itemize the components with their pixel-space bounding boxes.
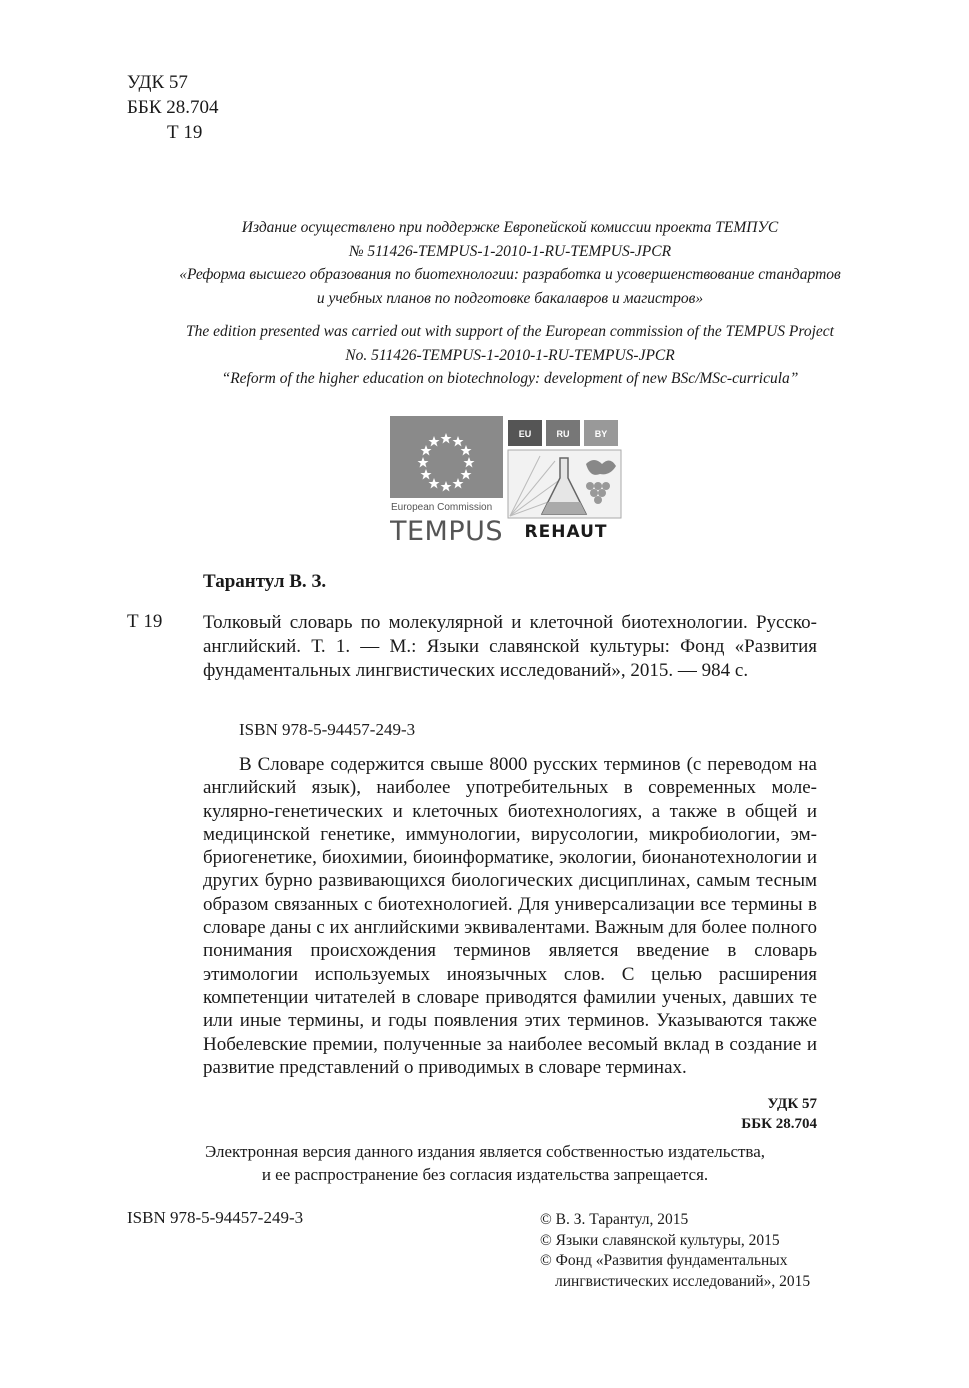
tempus-rehaut-logo [390,416,625,542]
flag-by-label: BY [594,429,608,439]
flask-liquid-icon [542,502,586,514]
support-en-line: No. 511426-TEMPUS-1-2010-1-RU-TEMPUS-JPCR [345,346,675,364]
annotation: В Словаре содержится свыше 8000 русских терминов (с переводом на английский язык), наиболее употребительных в современных молекулярно-генетических и клеточных биотехнологиях, а также в общей и медицинской генетике, иммунологии, вирусологии, микробиологии, эмбриогенетике, биохимии, биоинформатике, экологии, бионанотехнологии и других бурно развивающихся биологических дисциплинах, самым тесным образом связанных с биотехнологией. Для универсализации все термины в словаре даны с их английскими эквивалентами. Важным для более полного понимания происхождения терминов является введение в словарь этимологии используемых иноязычных слов. С целью расширения компетенции читателей в словаре приводятся фамилии ученых, давших те или иные термины, и годы появления этих терминов. Указываются также Нобелевские премии, полученные за наиболее весомый вклад в создание и развитие представлений о приводимых в словаре терминах. [203,754,817,1078]
electronic-version-notice [150,1140,820,1186]
classification-block [127,70,219,145]
support-note [150,216,870,391]
notice-line: Электронная версия данного издания является собственностью издательства, [204,1142,766,1161]
record-bbk: ББК 28.704 [741,1116,817,1132]
support-ru-line: и учебных планов по подготовке бакалавров и магистров» [316,289,704,307]
record-udk: УДК 57 [767,1096,817,1112]
copyright-line: © Фонд «Развития фундаментальных [540,1252,788,1269]
copyright-line: © Языки славянской культуры, 2015 [540,1231,780,1249]
support-ru-line: Издание осуществлено при поддержке Европейской комиссии проекта ТЕМПУС [241,219,779,236]
copyright-line: © В. З. Тарантул, 2015 [540,1211,689,1228]
copyright-block [540,1210,810,1292]
tempus-wordmark: TEMPUS [390,516,504,542]
support-en-line: “Reform of the higher education on biotechnology: development of new BSc/MSc-curricula” [221,370,799,387]
notice-line: и ее распространение без согласия издательства запрещается. [261,1165,709,1184]
author-name: Тарантул В. З. [203,571,327,592]
flag-ru-label: RU [556,429,570,439]
author-mark: Т 19 [167,122,203,143]
support-ru-line: № 511426-TEMPUS-1-2010-1-RU-TEMPUS-JPCR [348,242,672,260]
ec-label: European Commission [391,502,493,513]
udk-code: УДК 57 [127,72,188,93]
bbk-code: ББК 28.704 [127,97,219,118]
support-ru-line: «Реформа высшего образования по биотехнологии: разработка и усовершенствование стандартов [179,266,841,283]
copyright-line: лингвистических исследований», 2015 [555,1272,811,1290]
support-en-line: The edition presented was carried out with support of the European commission of the TEMPUS Project [186,323,834,340]
record-classification [741,1094,817,1134]
flag-eu-label: EU [518,429,532,439]
bibliographic-description: Толковый словарь по молекулярной и клеточной биотехнологии. Русско-английский. Т. 1. — М.: Языки славянской культуры: Фонд «Развития фундаментальных лингвистических исследований», 2015. — 984 с. [203,612,817,681]
record-isbn: ISBN 978-5-94457-249-3 [239,720,416,739]
footer-isbn: ISBN 978-5-94457-249-3 [127,1208,304,1227]
record-code: Т 19 [127,611,163,632]
rehaut-wordmark: REHAUT [524,522,608,542]
